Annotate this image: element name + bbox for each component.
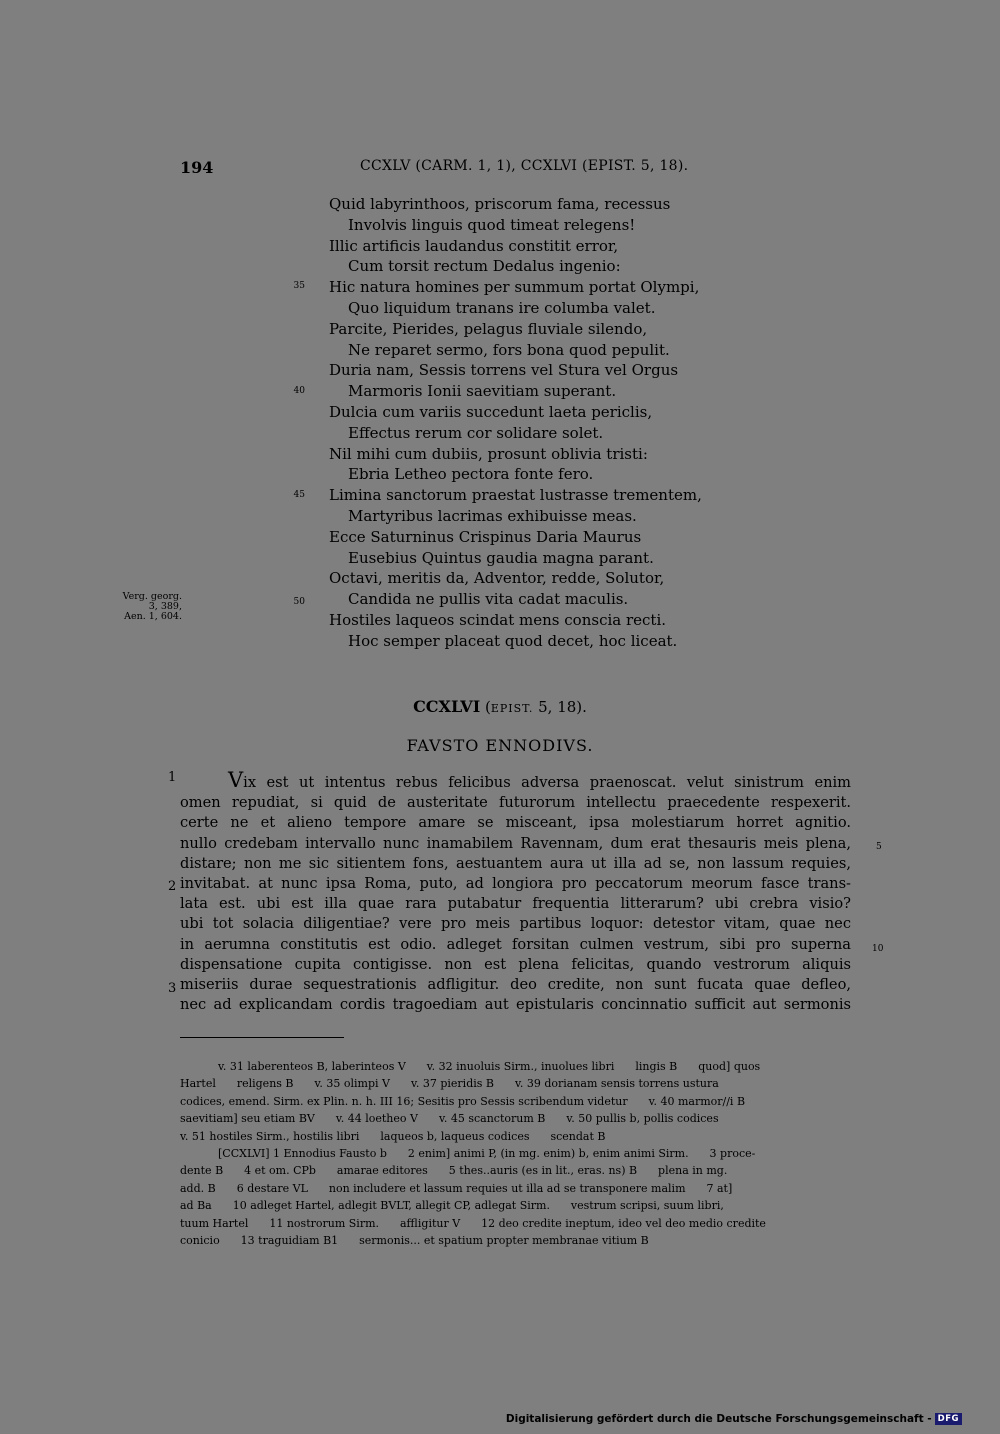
poem-line: Duria nam, Sessis torrens vel Stura vel Orgus (329, 361, 679, 380)
footer-text: Digitalisierung gefördert durch die Deutsche Forschungsgemeinschaft - (505, 1413, 932, 1425)
line-number-50: 50 (293, 597, 305, 607)
apparatus-line: codices, emend. Sirm. ex Plin. n. h. III 16; Sesitis pro Sessis scribendum videtur v. 40 marmor//i B (180, 1094, 746, 1108)
dfg-logo: DFG (935, 1413, 962, 1425)
margin-ref-line: Aen. 1, 604. (124, 611, 182, 622)
poem-line: Ebria Letheo pectora fonte fero. (348, 465, 594, 484)
prose-line: nullo credebam intervallo nunc inamabilem Ravennam, dum erat thesauris meis plena, (180, 834, 851, 852)
page-number: 194 (180, 158, 214, 177)
poem-line: Effectus rerum cor solidare solet. (348, 423, 604, 442)
poem-line: Eusebius Quintus gaudia magna parant. (348, 548, 654, 567)
poem-line: Candida ne pullis vita cadat maculis. (348, 590, 629, 609)
poem-line: Martyribus lacrimas exhibuisse meas. (348, 506, 637, 525)
margin-reference (112, 592, 182, 622)
poem-line: Illic artificis laudandus constitit error, (329, 236, 619, 255)
prose-line: lata est. ubi est illa quae rara putabatur frequentia litterarum? ubi crebra visio? (180, 895, 851, 913)
poem (329, 194, 749, 652)
poem-line: Ne reparet sermo, fors bona quod pepulit. (348, 340, 670, 359)
poem-line: Nil mihi cum dubiis, prosunt oblivia tristi: (329, 444, 648, 463)
poem-line: Parcite, Pierides, pelagus fluviale silendo, (329, 319, 648, 338)
prose-line: invitabat. at nunc ipsa Roma, puto, ad longiora pro peccatorum meorum fasce trans- (180, 875, 851, 893)
apparatus-line: Hartel religens B v. 35 olimpi V v. 37 pieridis B v. 39 dorianam sensis torrens ustura (180, 1077, 719, 1091)
poem-line: Limina sanctorum praestat lustrasse trementem, (329, 486, 702, 505)
line-number-45: 45 (293, 490, 305, 500)
poem-line: Dulcia cum variis succedunt laeta periclis, (329, 402, 653, 421)
line-number-40: 40 (293, 386, 305, 396)
margin-ref-line: Verg. georg. (122, 591, 182, 602)
poem-line: Octavi, meritis da, Adventor, redde, Solutor, (329, 569, 665, 588)
addressee: FAVSTO ENNODIVS. (406, 736, 594, 755)
apparatus-line: v. 51 hostiles Sirm., hostilis libri laqueos b, laqueus codices scendat B (180, 1129, 606, 1143)
prose-line: certe ne et alieno tempore amare se misceant, ipsa molestiarum horret agnitio. (180, 814, 851, 832)
section-subtitle-rest: 5, 18). (533, 698, 587, 716)
line-number-35: 35 (293, 281, 305, 291)
prose-line: miseriis durae sequestrationis adfligitur. deo credite, non sunt fucata quae defleo, (180, 976, 851, 994)
paragraph-number-1: 1 (168, 770, 177, 785)
apparatus-line: dente B 4 et om. CPb amarae editores 5 thes..auris (es in lit., eras. ns) B plena in mg. (180, 1164, 728, 1178)
section-subtitle-small: EPIST. (490, 702, 534, 715)
section-paren-open: ( (484, 698, 491, 716)
poem-line: Involvis linguis quod timeat relegens! (348, 215, 636, 234)
apparatus-line: v. 31 laberenteos B, laberinteos V v. 32 inuoluis Sirm., inuolues libri lingis B quod] quos (218, 1060, 761, 1073)
poem-line: Hoc semper placeat quod decet, hoc liceat. (348, 631, 678, 650)
critical-apparatus (180, 1058, 851, 1249)
apparatus-line: ad Ba 10 adleget Hartel, adlegit BVLT, allegit CP, adlegat Sirm. vestrum scripsi, suum libri, (180, 1199, 724, 1213)
poem-line: Ecce Saturninus Crispinus Daria Maurus (329, 527, 642, 546)
poem-line: Quo liquidum tranans ire columba valet. (348, 298, 656, 317)
digitization-footer (506, 1413, 962, 1425)
poem-line: Hostiles laqueos scindat mens conscia recti. (329, 610, 667, 629)
drop-cap: V (228, 768, 244, 792)
poem-line: Cum torsit rectum Dedalus ingenio: (348, 257, 621, 276)
running-title: CCXLV (CARM. 1, 1), CCXLVI (EPIST. 5, 18). (360, 158, 689, 174)
section-title (0, 697, 1000, 716)
apparatus-line: saevitiam] seu etiam BV v. 44 loetheo V v. 45 scanctorum B v. 50 pullis b, pollis codices (180, 1112, 719, 1126)
prose-line (180, 770, 851, 793)
poem-line: Hic natura homines per summum portat Olympi, (329, 278, 700, 297)
prose-line: in aerumna constitutis est odio. adleget forsitan culmen vestrum, sibi pro superna (180, 935, 851, 953)
poem-line: Quid labyrinthoos, priscorum fama, recessus (329, 195, 671, 213)
section-number: CCXLVI (413, 697, 481, 716)
footnote-rule (180, 1037, 344, 1038)
apparatus-line: tuum Hartel 11 nostrorum Sirm. affligitur V 12 deo credite ineptum, ideo vel deo medio credite (180, 1216, 766, 1230)
prose-line: omen repudiat, si quid de austeritate futurorum intellectu praecedente respexerit. (180, 794, 851, 812)
poem-line: Marmoris Ionii saevitiam superant. (348, 382, 617, 401)
margin-ref-line: 3, 389, (148, 601, 182, 612)
prose-line: dispensatione cupita contigisse. non est plena felicitas, quando vestrorum aliquis (180, 955, 851, 973)
prose-line-text: ix est ut intentus rebus felicibus adversa praenoscat. velut sinistrum enim (243, 774, 851, 791)
right-line-number-10: 10 (872, 944, 884, 954)
prose-line: distare; non me sic sitientem fons, aestuantem aura ut illa ad se, non lassum requies, (180, 854, 851, 872)
apparatus-line: add. B 6 destare VL non includere et lassum requies ut illa ad se transponere malim 7 at] (180, 1181, 733, 1195)
apparatus-line: conicio 13 traguidiam B1 sermonis... et spatium propter membranae vitium B (180, 1234, 649, 1248)
apparatus-line: [CCXLVI] 1 Ennodius Fausto b 2 enim] animi P, (in mg. enim) b, enim animi Sirm. 3 proce- (218, 1147, 756, 1161)
prose-text (180, 770, 851, 1015)
right-line-number-5: 5 (876, 842, 882, 852)
prose-line: nec ad explicandam cordis tragoediam aut epistularis concinnatio sufficit aut sermonis (180, 996, 851, 1014)
paragraph-number-3: 3 (168, 981, 177, 996)
prose-line: ubi tot solacia diligentiae? vere pro meis partibus loquor: detestor vitam, quae nec (180, 915, 851, 933)
paragraph-number-2: 2 (168, 879, 177, 894)
